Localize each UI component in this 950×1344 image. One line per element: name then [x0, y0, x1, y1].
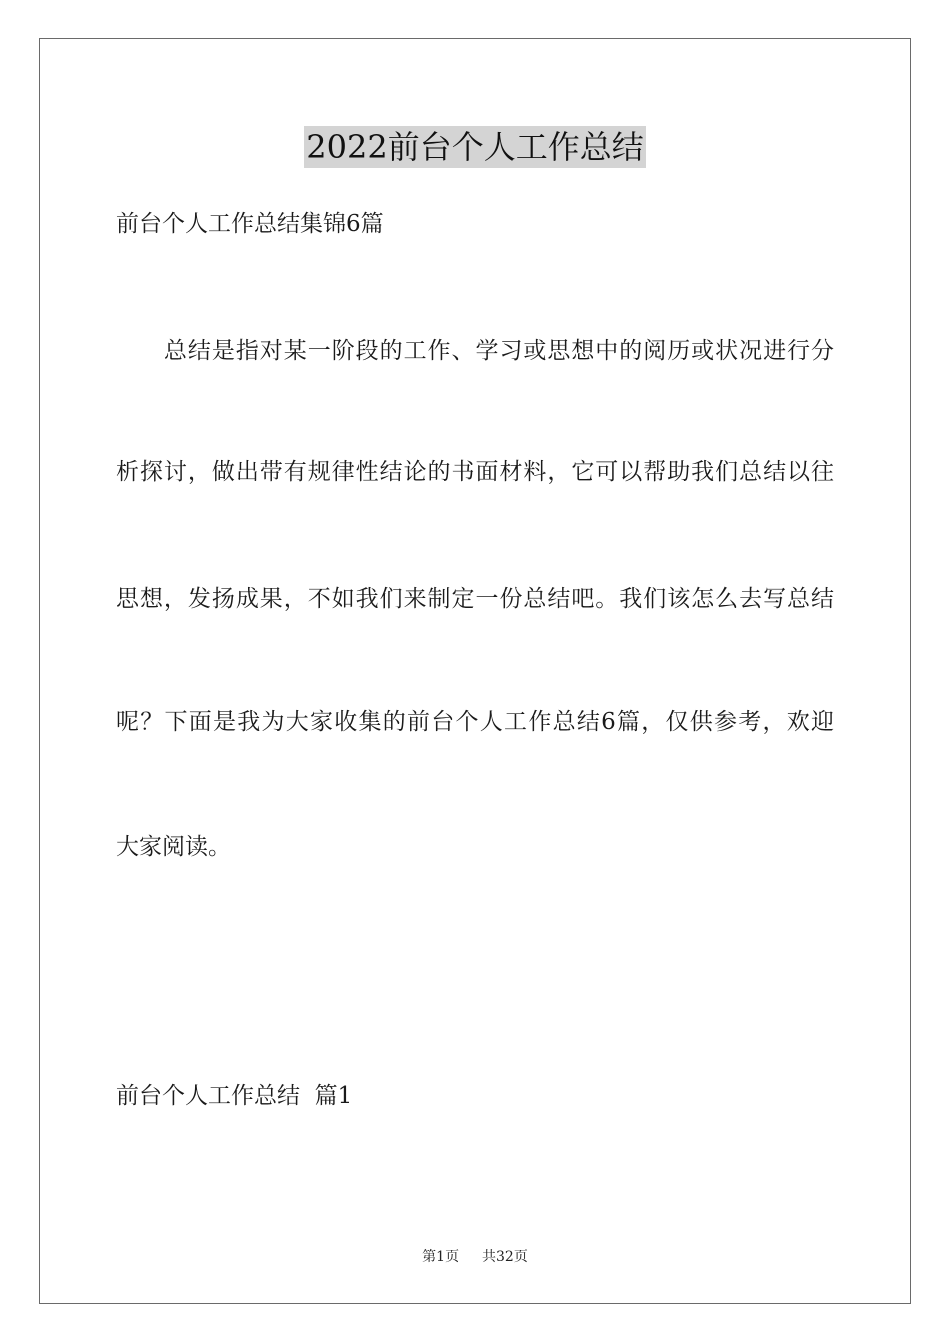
section-heading: 前台个人工作总结 篇1 [116, 1083, 353, 1109]
page-total: 共32页 [482, 1249, 528, 1265]
intro-line-1: 总结是指对某一阶段的工作、学习或思想中的阅历或状况进行分 [116, 338, 834, 364]
title-container [0, 126, 950, 168]
intro-line-4: 呢？下面是我为大家收集的前台个人工作总结6篇，仅供参考，欢迎 [116, 709, 834, 735]
intro-line-3: 思想，发扬成果，不如我们来制定一份总结吧。我们该怎么去写总结 [116, 586, 834, 612]
page-footer [0, 1248, 950, 1266]
intro-line-2: 析探讨，做出带有规律性结论的书面材料，它可以帮助我们总结以往 [116, 459, 834, 485]
document-title: 2022前台个人工作总结 [306, 128, 644, 166]
intro-line-5: 大家阅读。 [116, 834, 231, 860]
document-subtitle: 前台个人工作总结集锦6篇 [116, 211, 384, 237]
page-number: 第1页 [422, 1249, 460, 1265]
